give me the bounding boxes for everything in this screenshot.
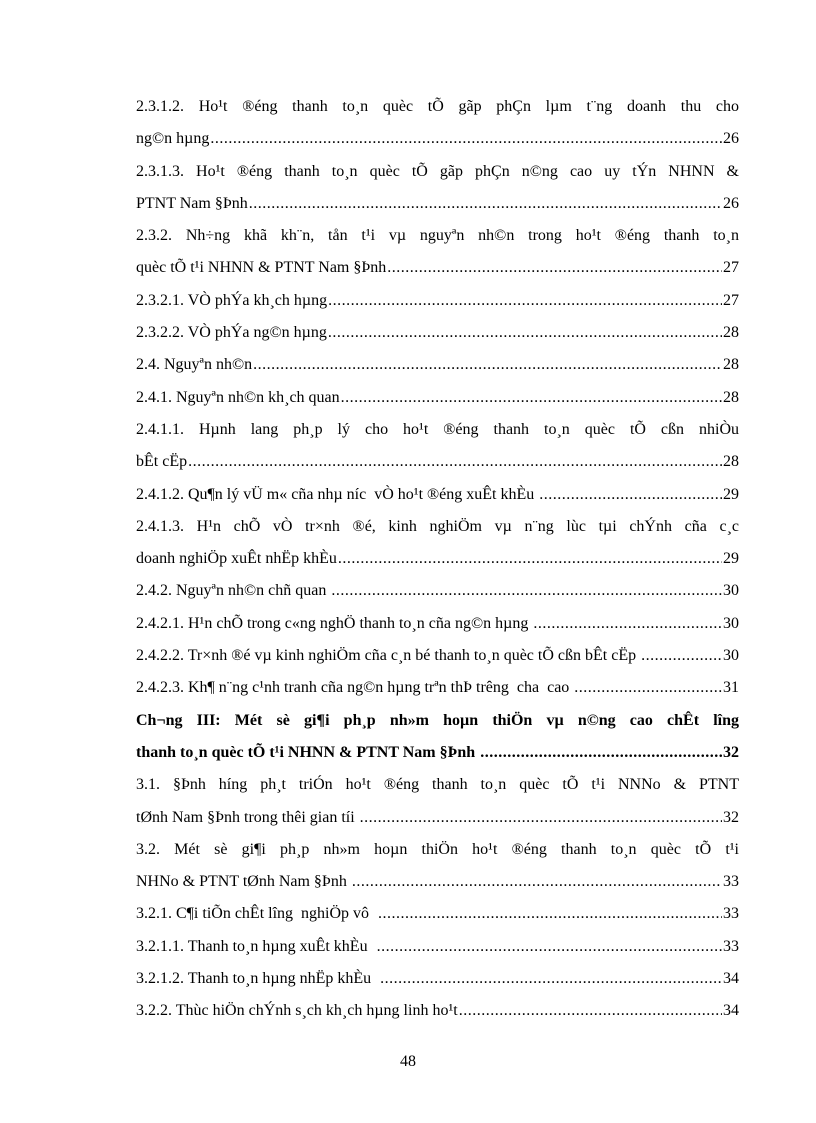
toc-entry-title: PTNT Nam §Þnh xyxy=(136,194,248,212)
toc-entry-line: Ch¬ng III: Mét sè gi¶i ph¸p nh»m hoµn thiÖn vµ n©ng cao chÊt lîng xyxy=(136,711,739,729)
toc-entry-title: 2.4.2.2. Tr×nh ®é vµ kinh nghiÖm cña c¸n bé thanh to¸n quèc tÕ cßn bÊt cËp xyxy=(136,647,641,665)
toc-page-number: 32 xyxy=(723,743,739,761)
toc-entry xyxy=(136,963,739,995)
toc-page-number: 30 xyxy=(723,614,739,632)
toc-entry xyxy=(136,769,739,834)
dot-leader xyxy=(377,931,722,963)
toc-entry-line: 2.4.1.1. Hµnh lang ph¸p lý cho ho¹t ®éng thanh to¸n quèc tÕ cßn nhiÒu xyxy=(136,420,739,438)
toc-entry xyxy=(136,91,739,156)
dot-leader xyxy=(331,575,722,607)
toc-entry-title: ng©n hµng xyxy=(136,130,210,148)
toc-entry xyxy=(136,349,739,381)
table-of-contents xyxy=(136,91,739,1028)
toc-entry-line: 2.3.1.2. Ho¹t ®éng thanh to¸n quèc tÕ gãp phÇn lµm t¨ng doanh thu cho xyxy=(136,98,739,115)
toc-page-number: 33 xyxy=(723,905,739,923)
toc-entry xyxy=(136,898,739,930)
toc-entry-row xyxy=(136,640,739,672)
dot-leader xyxy=(253,349,722,381)
toc-entry-row xyxy=(136,252,739,284)
dot-leader xyxy=(533,608,722,640)
toc-entry-title: doanh nghiÖp xuÊt nhËp khÈu xyxy=(136,550,337,568)
toc-entry-title: 3.2.1. C¶i tiÕn chÊt lîng nghiÖp vô xyxy=(136,905,378,923)
dot-leader xyxy=(249,188,722,220)
toc-entry-line: 3.2. Mét sè gi¶i ph¸p nh»m hoµn thiÖn ho¹t ®éng thanh to¸n quèc tÕ t¹i xyxy=(136,840,739,858)
toc-entry-title: 2.4.2. Nguyªn nh©n chñ quan xyxy=(136,582,331,600)
toc-page-number: 34 xyxy=(723,1002,739,1020)
dot-leader xyxy=(338,543,722,575)
dot-leader xyxy=(341,382,722,414)
toc-page-number: 33 xyxy=(723,873,739,891)
dot-leader xyxy=(210,123,722,155)
toc-page-number: 31 xyxy=(723,679,739,697)
toc-entry-row xyxy=(136,995,739,1027)
toc-entry-line: 2.3.2. Nh÷ng khã kh¨n, tån t¹i vµ nguyªn nh©n trong ho¹t ®éng thanh to¸n xyxy=(136,227,739,245)
toc-entry-row xyxy=(136,575,739,607)
toc-entry-title: 2.4.1.2. Qu¶n lý vÜ m« cña nhµ níc vÒ ho¹t ®éng xuÊt khÈu xyxy=(136,485,539,503)
toc-entry-title: 2.3.2.2. VÒ phÝa ng©n hµng xyxy=(136,324,327,342)
toc-page-number: 30 xyxy=(723,582,739,600)
toc-entry-row xyxy=(136,317,739,349)
page-number: 48 xyxy=(400,1053,416,1070)
dot-leader xyxy=(328,285,722,317)
dot-leader xyxy=(360,802,722,834)
toc-entry-title: NHNo & PTNT tØnh Nam §Þnh xyxy=(136,873,351,891)
toc-page-number: 34 xyxy=(723,970,739,988)
toc-page-number: 27 xyxy=(723,259,739,277)
toc-entry-title: 2.4. Nguyªn nh©n xyxy=(136,356,253,374)
toc-entry-row xyxy=(136,123,739,155)
toc-page-number: 26 xyxy=(723,194,739,212)
dot-leader xyxy=(387,252,722,284)
dot-leader xyxy=(641,640,722,672)
toc-page-number: 27 xyxy=(723,291,739,309)
toc-entry-row xyxy=(136,285,739,317)
dot-leader xyxy=(574,672,722,704)
dot-leader xyxy=(480,737,722,769)
toc-entry-row xyxy=(136,866,739,898)
toc-entry-row xyxy=(136,349,739,381)
toc-entry-title: 2.3.2.1. VÒ phÝa kh¸ch hµng xyxy=(136,291,328,309)
toc-entry-row xyxy=(136,931,739,963)
toc-entry-row xyxy=(136,188,739,220)
toc-entry xyxy=(136,220,739,285)
toc-page-number: 28 xyxy=(723,453,739,471)
toc-entry-row xyxy=(136,672,739,704)
toc-page-number: 32 xyxy=(723,808,739,826)
toc-entry-title: 3.2.1.2. Thanh to¸n hµng nhËp khÈu xyxy=(136,970,380,988)
toc-entry-row xyxy=(136,898,739,930)
toc-page-number: 26 xyxy=(723,130,739,148)
toc-entry-title: 2.4.1. Nguyªn nh©n kh¸ch quan xyxy=(136,388,340,406)
dot-leader xyxy=(188,446,722,478)
toc-entry xyxy=(136,608,739,640)
toc-entry xyxy=(136,317,739,349)
dot-leader xyxy=(328,317,722,349)
toc-entry-row xyxy=(136,802,739,834)
toc-entry xyxy=(136,995,739,1027)
toc-entry xyxy=(136,931,739,963)
toc-entry xyxy=(136,672,739,704)
toc-page-number: 33 xyxy=(723,937,739,955)
dot-leader xyxy=(459,995,722,1027)
toc-entry xyxy=(136,156,739,221)
toc-entry-title: bÊt cËp xyxy=(136,453,188,471)
toc-entry-line: 2.4.1.3. H¹n chÕ vÒ tr×nh ®é, kinh nghiÖm vµ n¨ng lùc tµi chÝnh cña c¸c xyxy=(136,517,739,535)
dot-leader xyxy=(380,963,722,995)
toc-page-number: 30 xyxy=(723,647,739,665)
toc-entry-row xyxy=(136,608,739,640)
toc-entry-title: tØnh Nam §Þnh trong thêi gian tíi xyxy=(136,808,359,826)
toc-page-number: 29 xyxy=(723,550,739,568)
toc-entry-title: quèc tÕ t¹i NHNN & PTNT Nam §Þnh xyxy=(136,259,387,277)
toc-entry-title: 2.4.2.1. H¹n chÕ trong c«ng nghÖ thanh to¸n cña ng©n hµng xyxy=(136,614,533,632)
toc-entry xyxy=(136,834,739,899)
toc-entry xyxy=(136,575,739,607)
toc-entry-row xyxy=(136,446,739,478)
toc-page-number: 28 xyxy=(723,356,739,374)
toc-entry-title: 3.2.2. Thùc hiÖn chÝnh s¸ch kh¸ch hµng linh ho¹t xyxy=(136,1002,458,1020)
toc-entry xyxy=(136,511,739,576)
toc-entry-row xyxy=(136,479,739,511)
toc-entry xyxy=(136,479,739,511)
toc-entry-row xyxy=(136,382,739,414)
toc-entry xyxy=(136,285,739,317)
toc-entry xyxy=(136,382,739,414)
toc-entry-title: 3.2.1.1. Thanh to¸n hµng xuÊt khÈu xyxy=(136,937,376,955)
toc-entry xyxy=(136,705,739,770)
dot-leader xyxy=(378,898,722,930)
dot-leader xyxy=(539,479,722,511)
toc-entry-title: thanh to¸n quèc tÕ t¹i NHNN & PTNT Nam §Þnh xyxy=(136,743,480,761)
toc-entry-row xyxy=(136,737,739,769)
toc-entry-row xyxy=(136,543,739,575)
toc-page-number: 29 xyxy=(723,485,739,503)
toc-page-number: 28 xyxy=(723,388,739,406)
toc-entry-row xyxy=(136,963,739,995)
toc-entry-line: 2.3.1.3. Ho¹t ®éng thanh to¸n quèc tÕ gãp phÇn n©ng cao uy tÝn NHNN & xyxy=(136,162,739,180)
toc-entry xyxy=(136,640,739,672)
toc-entry xyxy=(136,414,739,479)
toc-entry-title: 2.4.2.3. Kh¶ n¨ng c¹nh tranh cña ng©n hµng trªn thÞ trêng cha cao xyxy=(136,679,574,697)
toc-page-number: 28 xyxy=(723,324,739,342)
toc-entry-line: 3.1. §Þnh híng ph¸t triÓn ho¹t ®éng thanh to¸n quèc tÕ t¹i NNNo & PTNT xyxy=(136,776,739,794)
dot-leader xyxy=(352,866,722,898)
